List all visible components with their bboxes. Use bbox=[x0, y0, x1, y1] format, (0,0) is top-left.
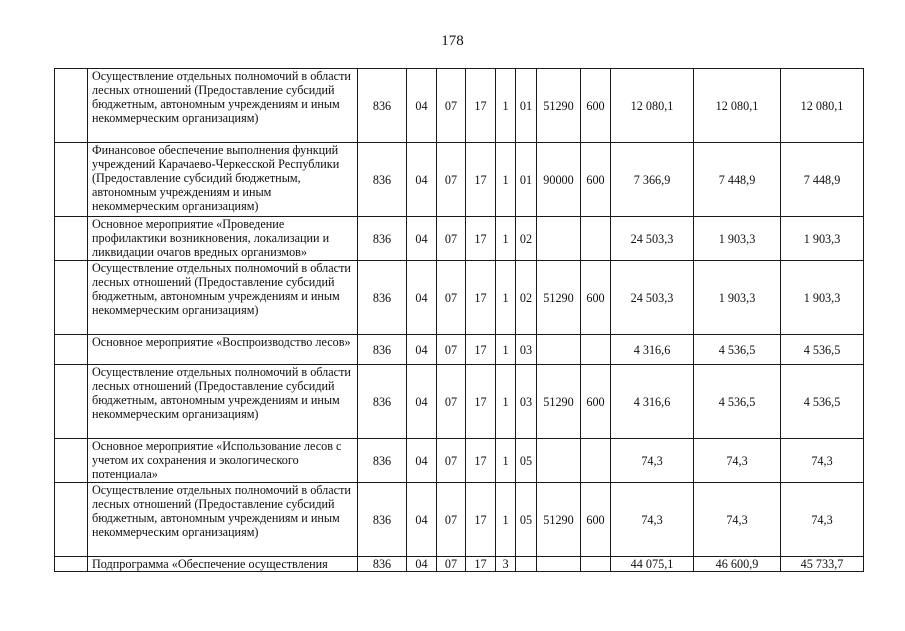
amount-year-3: 4 536,5 bbox=[781, 365, 864, 439]
code-admin: 836 bbox=[358, 261, 407, 335]
code-program: 17 bbox=[466, 217, 496, 261]
code-subprogram: 1 bbox=[496, 69, 516, 143]
code-expense-type bbox=[581, 439, 611, 483]
row-index-cell bbox=[55, 335, 88, 365]
row-index-cell bbox=[55, 217, 88, 261]
table-row bbox=[55, 143, 864, 217]
code-subprogram: 1 bbox=[496, 439, 516, 483]
code-section: 04 bbox=[407, 335, 437, 365]
code-admin: 836 bbox=[358, 483, 407, 557]
budget-table bbox=[54, 68, 864, 572]
row-description: Основное мероприятие «Проведение профилактики возникновения, локализации и ликвидации очагов вредных организмов» bbox=[88, 217, 358, 261]
code-subprogram: 3 bbox=[496, 557, 516, 572]
row-description: Осуществление отдельных полномочий в области лесных отношений (Предоставление субсидий бюджетным, автономным учреждениям и иным некоммерческим организациям) bbox=[88, 69, 358, 143]
code-event bbox=[516, 557, 537, 572]
code-section: 04 bbox=[407, 217, 437, 261]
row-description: Основное мероприятие «Воспроизводство лесов» bbox=[88, 335, 358, 365]
code-admin: 836 bbox=[358, 439, 407, 483]
amount-year-3: 7 448,9 bbox=[781, 143, 864, 217]
code-direction: 51290 bbox=[537, 69, 581, 143]
code-section: 04 bbox=[407, 439, 437, 483]
amount-year-3: 12 080,1 bbox=[781, 69, 864, 143]
code-program: 17 bbox=[466, 365, 496, 439]
row-description: Подпрограмма «Обеспечение осуществления bbox=[88, 557, 358, 572]
code-expense-type: 600 bbox=[581, 483, 611, 557]
amount-year-1: 12 080,1 bbox=[611, 69, 694, 143]
code-expense-type: 600 bbox=[581, 69, 611, 143]
code-subsection: 07 bbox=[437, 483, 466, 557]
row-description: Финансовое обеспечение выполнения функций учреждений Карачаево-Черкесской Республики (Предоставление субсидий бюджетным, автономным учреждениям и иным некоммерческим организациям) bbox=[88, 143, 358, 217]
code-subsection: 07 bbox=[437, 143, 466, 217]
code-direction bbox=[537, 557, 581, 572]
table-row bbox=[55, 557, 864, 572]
row-index-cell bbox=[55, 483, 88, 557]
amount-year-1: 4 316,6 bbox=[611, 365, 694, 439]
code-subsection: 07 bbox=[437, 335, 466, 365]
code-direction bbox=[537, 335, 581, 365]
amount-year-2: 1 903,3 bbox=[694, 217, 781, 261]
row-index-cell bbox=[55, 557, 88, 572]
code-subsection: 07 bbox=[437, 261, 466, 335]
code-subprogram: 1 bbox=[496, 335, 516, 365]
amount-year-2: 12 080,1 bbox=[694, 69, 781, 143]
amount-year-3: 4 536,5 bbox=[781, 335, 864, 365]
code-program: 17 bbox=[466, 557, 496, 572]
table-row bbox=[55, 69, 864, 143]
table-row bbox=[55, 261, 864, 335]
table-row bbox=[55, 483, 864, 557]
amount-year-3: 74,3 bbox=[781, 483, 864, 557]
code-program: 17 bbox=[466, 69, 496, 143]
code-section: 04 bbox=[407, 557, 437, 572]
amount-year-2: 4 536,5 bbox=[694, 365, 781, 439]
row-index-cell bbox=[55, 69, 88, 143]
code-expense-type bbox=[581, 217, 611, 261]
amount-year-2: 46 600,9 bbox=[694, 557, 781, 572]
code-admin: 836 bbox=[358, 557, 407, 572]
code-expense-type bbox=[581, 335, 611, 365]
amount-year-2: 74,3 bbox=[694, 439, 781, 483]
code-direction bbox=[537, 439, 581, 483]
row-index-cell bbox=[55, 439, 88, 483]
code-event: 03 bbox=[516, 335, 537, 365]
row-description: Осуществление отдельных полномочий в области лесных отношений (Предоставление субсидий бюджетным, автономным учреждениям и иным некоммерческим организациям) bbox=[88, 483, 358, 557]
code-section: 04 bbox=[407, 365, 437, 439]
amount-year-2: 4 536,5 bbox=[694, 335, 781, 365]
code-program: 17 bbox=[466, 439, 496, 483]
code-direction bbox=[537, 217, 581, 261]
code-direction: 51290 bbox=[537, 365, 581, 439]
amount-year-3: 1 903,3 bbox=[781, 261, 864, 335]
table-row bbox=[55, 365, 864, 439]
table-row bbox=[55, 217, 864, 261]
row-description: Осуществление отдельных полномочий в области лесных отношений (Предоставление субсидий бюджетным, автономным учреждениям и иным некоммерческим организациям) bbox=[88, 261, 358, 335]
code-subsection: 07 bbox=[437, 217, 466, 261]
amount-year-1: 24 503,3 bbox=[611, 261, 694, 335]
code-section: 04 bbox=[407, 483, 437, 557]
code-subprogram: 1 bbox=[496, 143, 516, 217]
code-direction: 51290 bbox=[537, 261, 581, 335]
row-description: Осуществление отдельных полномочий в области лесных отношений (Предоставление субсидий бюджетным, автономным учреждениям и иным некоммерческим организациям) bbox=[88, 365, 358, 439]
amount-year-1: 7 366,9 bbox=[611, 143, 694, 217]
amount-year-2: 74,3 bbox=[694, 483, 781, 557]
amount-year-3: 74,3 bbox=[781, 439, 864, 483]
code-expense-type bbox=[581, 557, 611, 572]
table-row bbox=[55, 439, 864, 483]
code-event: 01 bbox=[516, 69, 537, 143]
code-subprogram: 1 bbox=[496, 365, 516, 439]
page-number: 178 bbox=[441, 33, 464, 49]
code-event: 01 bbox=[516, 143, 537, 217]
row-index-cell bbox=[55, 261, 88, 335]
code-section: 04 bbox=[407, 143, 437, 217]
amount-year-1: 74,3 bbox=[611, 439, 694, 483]
amount-year-1: 4 316,6 bbox=[611, 335, 694, 365]
code-event: 03 bbox=[516, 365, 537, 439]
code-section: 04 bbox=[407, 69, 437, 143]
code-expense-type: 600 bbox=[581, 365, 611, 439]
code-subsection: 07 bbox=[437, 439, 466, 483]
code-program: 17 bbox=[466, 335, 496, 365]
row-description: Основное мероприятие «Использование лесов с учетом их сохранения и экологического потенциала» bbox=[88, 439, 358, 483]
code-program: 17 bbox=[466, 143, 496, 217]
code-direction: 90000 bbox=[537, 143, 581, 217]
code-program: 17 bbox=[466, 261, 496, 335]
code-section: 04 bbox=[407, 261, 437, 335]
code-expense-type: 600 bbox=[581, 143, 611, 217]
code-subprogram: 1 bbox=[496, 261, 516, 335]
row-index-cell bbox=[55, 143, 88, 217]
code-subsection: 07 bbox=[437, 365, 466, 439]
amount-year-2: 1 903,3 bbox=[694, 261, 781, 335]
row-index-cell bbox=[55, 365, 88, 439]
code-subprogram: 1 bbox=[496, 483, 516, 557]
code-event: 05 bbox=[516, 483, 537, 557]
amount-year-1: 24 503,3 bbox=[611, 217, 694, 261]
amount-year-2: 7 448,9 bbox=[694, 143, 781, 217]
code-subsection: 07 bbox=[437, 69, 466, 143]
amount-year-1: 74,3 bbox=[611, 483, 694, 557]
amount-year-3: 45 733,7 bbox=[781, 557, 864, 572]
code-expense-type: 600 bbox=[581, 261, 611, 335]
code-admin: 836 bbox=[358, 143, 407, 217]
code-admin: 836 bbox=[358, 217, 407, 261]
code-subprogram: 1 bbox=[496, 217, 516, 261]
amount-year-1: 44 075,1 bbox=[611, 557, 694, 572]
table-row bbox=[55, 335, 864, 365]
code-event: 02 bbox=[516, 217, 537, 261]
code-subsection: 07 bbox=[437, 557, 466, 572]
code-event: 05 bbox=[516, 439, 537, 483]
code-admin: 836 bbox=[358, 365, 407, 439]
code-program: 17 bbox=[466, 483, 496, 557]
amount-year-3: 1 903,3 bbox=[781, 217, 864, 261]
code-direction: 51290 bbox=[537, 483, 581, 557]
code-event: 02 bbox=[516, 261, 537, 335]
code-admin: 836 bbox=[358, 335, 407, 365]
code-admin: 836 bbox=[358, 69, 407, 143]
